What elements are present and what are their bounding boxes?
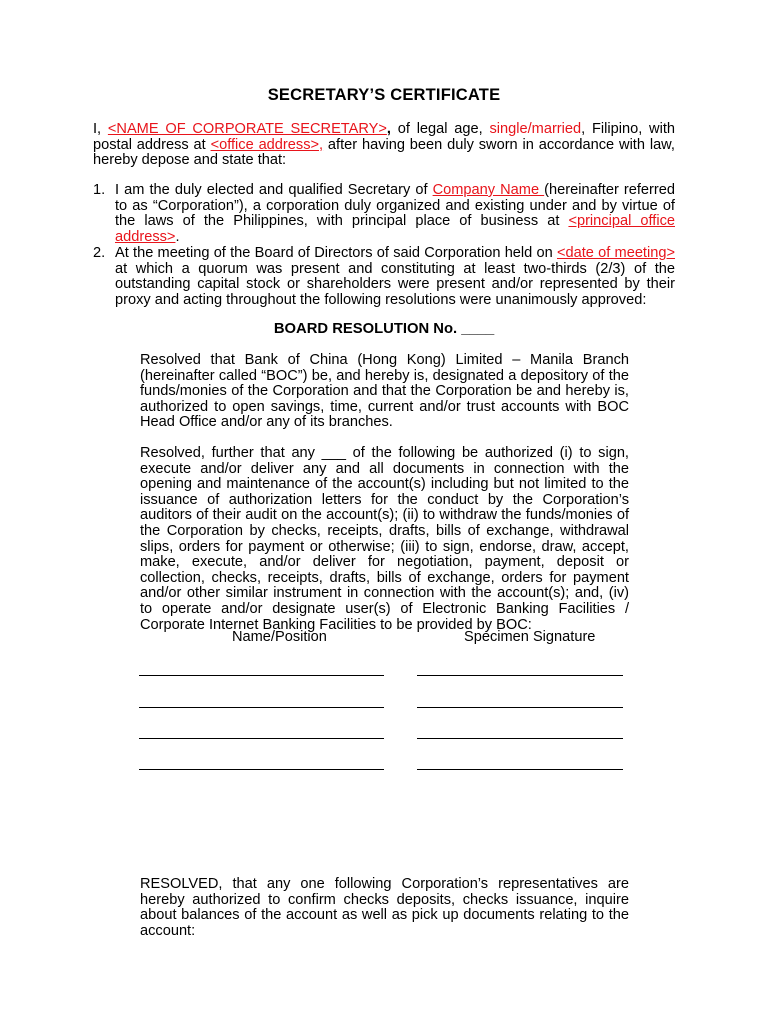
signature-line — [417, 675, 623, 676]
intro-text: I, — [93, 121, 108, 137]
intro-text: of legal age, — [390, 121, 490, 137]
numbered-item-2 — [93, 246, 675, 308]
name-position-line — [139, 707, 384, 708]
item-body — [115, 183, 675, 245]
item-text: At the meeting of the Board of Directors of said Corporation held on — [115, 245, 557, 261]
item-text: I am the duly elected and qualified Secretary of — [115, 182, 433, 198]
item-body — [115, 246, 675, 308]
meeting-date-placeholder: <date of meeting> — [556, 245, 675, 261]
civil-status-placeholder: single/married — [489, 121, 582, 137]
document-title: SECRETARY’S CERTIFICATE — [267, 86, 501, 104]
item-number: 1. — [93, 182, 106, 198]
company-name-placeholder: Company Name — [432, 182, 545, 198]
secretary-name-placeholder: <NAME OF CORPORATE SECRETARY> — [107, 121, 387, 137]
intro-paragraph — [93, 122, 675, 169]
item-number: 2. — [93, 245, 106, 261]
resolution-paragraph-1: Resolved that Bank of China (Hong Kong) Limited – Manila Branch (hereinafter called “BOC”) be, and hereby is, designated a depository of the funds/monies of the Corporation and that the Corporation be and hereby is, authorized to open savings, time, current and/or trust accounts with BOC Head Office and/or any of its branches. — [140, 352, 629, 431]
signature-line — [417, 769, 623, 770]
name-position-line — [139, 769, 384, 770]
resolution-title: BOARD RESOLUTION No. ____ — [273, 321, 495, 337]
item-text: . — [175, 228, 180, 245]
specimen-signature-header: Specimen Signature — [464, 629, 596, 645]
item-text: at which a quorum was present and constituting at least two-thirds (2/3) of the outstanding capital stock or shareholders were present and/or represented by their proxy and acting throughout the following resolutions were unanimously approved: — [115, 260, 675, 308]
signature-line — [417, 738, 623, 739]
office-address-placeholder: <office address>, — [210, 136, 324, 153]
signature-line — [417, 707, 623, 708]
intro-text: , Filipino, with postal address at — [93, 121, 675, 153]
resolution-paragraph-2: Resolved, further that any ___ of the following be authorized (i) to sign, execute and/or deliver any and all documents in connection with the opening and maintenance of the account(s) including but not limited to the issuance of authorization letters for the conduct by the Corporation’s auditors of their audit on the account(s); (ii) to withdraw the funds/monies of the Corporation by checks, receipts, drafts, bills of exchange, withdrawal slips, orders for payment or otherwise; (iii) to sign, endorse, draw, accept, make, execute, and/or deliver for negotiation, payment, deposit or collection, checks, receipts, drafts, bills of exchange, orders for payment and/or other similar instrument in connection with the account(s); and, (iv) to operate and/or designate user(s) of Electronic Banking Facilities / Corporate Internet Banking Facilities to be provided by BOC: — [140, 445, 629, 633]
intro-text: after having been duly sworn in accordance with law, hereby depose and state that: — [93, 136, 675, 169]
name-position-header: Name/Position — [232, 629, 327, 645]
name-position-line — [139, 738, 384, 739]
resolution-paragraph-3: RESOLVED, that any one following Corporation’s representatives are hereby authorized to confirm checks deposits, checks issuance, inquire about balances of the account as well as pick up documents relating to the account: — [140, 876, 629, 939]
item-text: (hereinafter referred to as “Corporation”), a corporation duly organized and existing under and by virtue of the laws of the Philippines, with principal place of business at — [115, 182, 675, 230]
name-position-line — [139, 675, 384, 676]
principal-address-placeholder: <principal office address> — [115, 213, 675, 245]
intro-comma: , — [386, 121, 391, 137]
numbered-item-1 — [93, 183, 675, 245]
